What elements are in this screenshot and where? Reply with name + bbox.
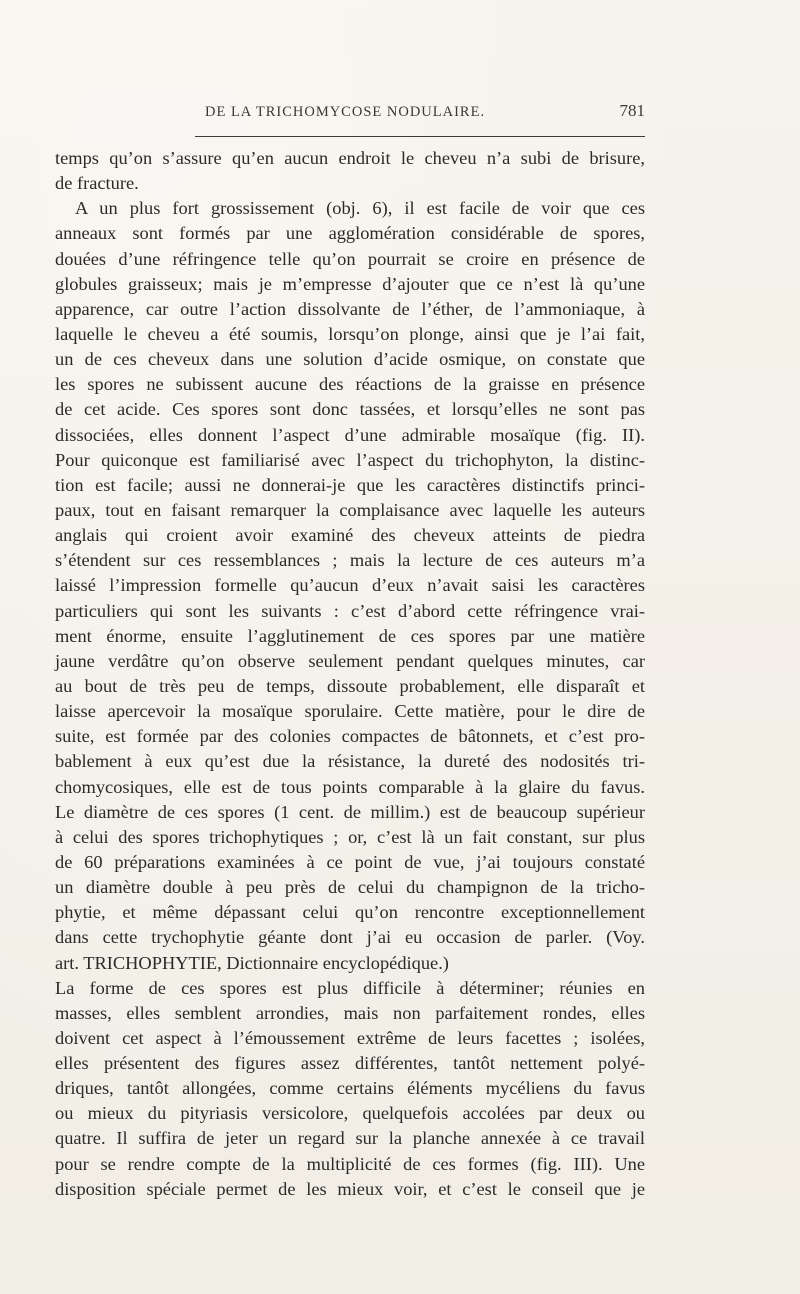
- text-line: dissociées, elles donnent l’aspect d’une admirable mosaïque (fig. II).: [55, 424, 645, 445]
- text-line: laquelle le cheveu a été soumis, lorsqu’on plonge, ainsi que je l’ai fait,: [55, 323, 645, 344]
- body-text: [55, 146, 645, 1202]
- text-line: driques, tantôt allongées, comme certains éléments mycéliens du favus: [55, 1078, 645, 1099]
- running-title: DE LA TRICHOMYCOSE NODULAIRE.: [205, 104, 486, 120]
- text-line: Pour quiconque est familiarisé avec l’aspect du trichophyton, la distinc-: [55, 449, 645, 470]
- text-line: globules graisseux; mais je m’empresse d’ajouter que ce n’est là qu’une: [55, 273, 645, 294]
- text-line: Le diamètre de ces spores (1 cent. de millim.) est de beaucoup supérieur: [55, 801, 645, 822]
- text-line: laisse apercevoir la mosaïque sporulaire. Cette matière, pour le dire de: [55, 701, 645, 722]
- text-line: douées d’une réfringence telle qu’on pourrait se croire en présence de: [55, 248, 645, 269]
- text-line: s’étendent sur ces ressemblances ; mais la lecture de ces auteurs m’a: [55, 550, 645, 571]
- header-rule: [195, 136, 645, 137]
- text-line: un de ces cheveux dans une solution d’acide osmique, on constate que: [55, 349, 645, 370]
- text-line: ou mieux du pityriasis versicolore, quelquefois accolées par deux ou: [55, 1103, 645, 1124]
- text-line: art. TRICHOPHYTIE, Dictionnaire encyclopédique.): [55, 952, 449, 973]
- text-line: les spores ne subissent aucune des réactions de la graisse en présence: [55, 374, 645, 395]
- text-line: elles présentent des figures assez différentes, tantôt nettement polyé-: [55, 1053, 645, 1074]
- page-number: 781: [619, 101, 645, 120]
- text-line: tion est facile; aussi ne donnerai-je que les caractères distinctifs princi-: [55, 474, 645, 495]
- text-line: à celui des spores trichophytiques ; or, c’est là un fait constant, sur plus: [55, 826, 645, 847]
- text-line: un diamètre double à peu près de celui du champignon de la tricho-: [55, 877, 645, 898]
- text-line: anneaux sont formés par une agglomération considérable de spores,: [55, 223, 645, 244]
- text-line: quatre. Il suffira de jeter un regard sur la planche annexée à ce travail: [55, 1128, 645, 1149]
- text-line: apparence, car outre l’action dissolvante de l’éther, de l’ammoniaque, à: [55, 298, 645, 319]
- text-line: La forme de ces spores est plus difficile à déterminer; réunies en: [55, 977, 645, 998]
- text-line: bablement à eux qu’est due la résistance, la dureté des nodosités tri-: [55, 751, 645, 772]
- text-line: particuliers qui sont les suivants : c’est d’abord cette réfringence vrai-: [55, 600, 645, 621]
- text-line: anglais qui croient avoir examiné des cheveux atteints de piedra: [55, 525, 645, 546]
- text-line: temps qu’on s’assure qu’en aucun endroit le cheveu n’a subi de brisure,: [55, 148, 645, 168]
- text-line: phytie, et même dépassant celui qu’on rencontre exceptionnellement: [55, 902, 645, 923]
- text-line: laissé l’impression formelle qu’aucun d’eux n’avait saisi les caractères: [55, 575, 645, 596]
- text-line: de 60 préparations examinées à ce point de vue, j’ai toujours constaté: [55, 851, 645, 872]
- text-line: pour se rendre compte de la multiplicité de ces formes (fig. III). Une: [55, 1153, 645, 1174]
- text-line: de fracture.: [55, 173, 139, 194]
- text-line: disposition spéciale permet de les mieux voir, et c’est le conseil que je: [55, 1178, 645, 1199]
- text-line: A un plus fort grossissement (obj. 6), il est facile de voir que ces: [75, 198, 645, 219]
- text-line: chomycosiques, elle est de tous points comparable à la glaire du favus.: [55, 776, 645, 797]
- text-line: suite, est formée par des colonies compactes de bâtonnets, et c’est pro-: [55, 726, 645, 747]
- text-line: au bout de très peu de temps, dissoute probablement, elle disparaît et: [55, 675, 645, 696]
- text-line: masses, elles semblent arrondies, mais non parfaitement rondes, elles: [55, 1002, 645, 1023]
- text-line: ment énorme, ensuite l’agglutinement de ces spores par une matière: [55, 625, 645, 646]
- text-line: de cet acide. Ces spores sont donc tassées, et lorsqu’elles ne sont pas: [55, 399, 645, 420]
- text-line: jaune verdâtre qu’on observe seulement pendant quelques minutes, car: [55, 650, 645, 671]
- text-line: paux, tout en faisant remarquer la complaisance avec laquelle les auteurs: [55, 499, 645, 520]
- text-line: dans cette trychophytie géante dont j’ai eu occasion de parler. (Voy.: [55, 927, 645, 948]
- text-line: doivent cet aspect à l’émoussement extrême de leurs facettes ; isolées,: [55, 1027, 645, 1048]
